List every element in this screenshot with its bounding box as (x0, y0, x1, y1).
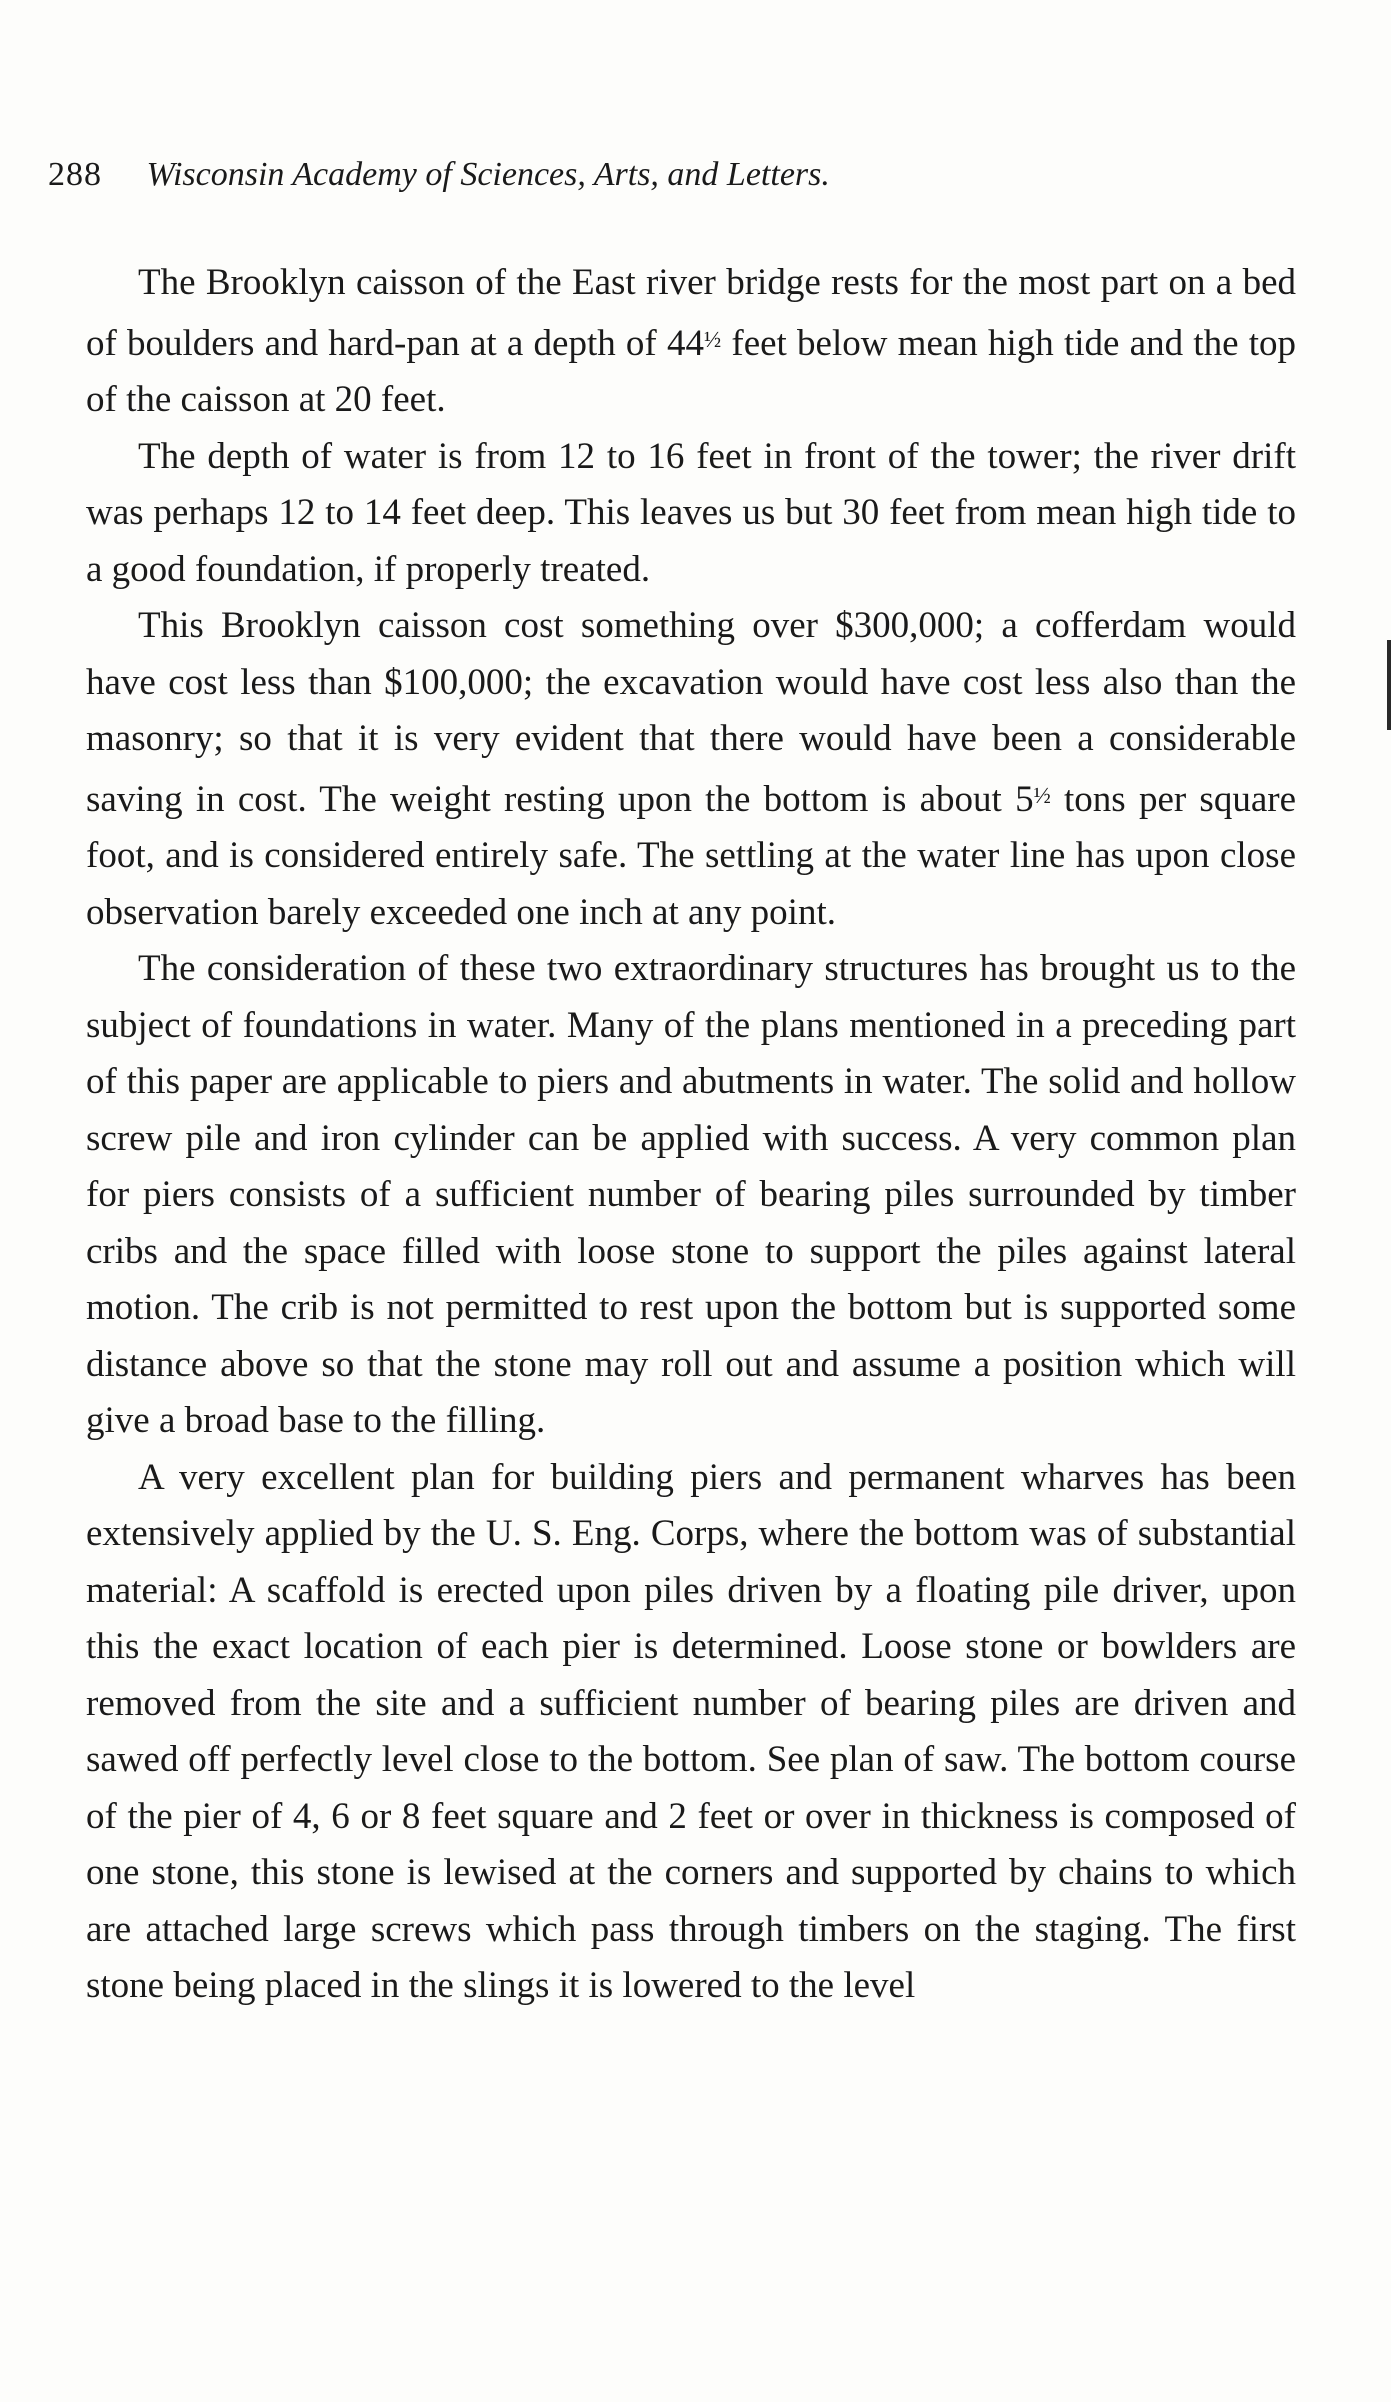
fraction-half: ½ (1033, 782, 1051, 808)
paragraph-water-depth: The depth of water is from 12 to 16 feet in front of the tower; the river drift was perhaps 12 to 14 feet deep. This leaves us but 30 feet from mean high tide to a good foundation, if properly treated. (86, 435, 1296, 590)
page-edge-mark (1387, 640, 1391, 730)
page-number: 288 (48, 156, 102, 193)
fraction-half: ½ (703, 326, 722, 352)
running-title: Wisconsin Academy of Sciences, Arts, and Letters. (146, 156, 830, 193)
paragraph-foundations-in-water: The consideration of these two extraordinary structures has brought us to the subject of foundations in water. Many of the plans mentioned in a preceding part of this paper are applicable to piers and abutments in water. The solid and hollow screw pile and iron cylinder can be applied with success. A very common plan for piers consists of a sufficient number of bearing piles surrounded by timber cribs and the space filled with loose stone to support the piles against lateral motion. The crib is not permitted to rest upon the bottom but is supported some distance above so that the stone may roll out and assume a position which will give a broad base to the filling. (86, 948, 1296, 1442)
paragraph-caisson-cost: This Brooklyn caisson cost something over $300,000; a cofferdam would have cost less than $100,000; the excavation would have cost less also than the masonry; so that it is very evident that there would have been a considerable saving in cost. The weight resting upon the bottom is about $5^{\frac{1}{2}}$ tons per square foot, and is considered entirely safe. The settling at the water line has upon close observation barely exceeded one inch at any point. (86, 605, 1296, 933)
paragraph-pier-building-plan: A very excellent plan for building piers and permanent wharves has been extensively applied by the U. S. Eng. Corps, where the bottom was of substantial material: A scaffold is erected upon piles driven by a floating pile driver, upon this the exact location of each pier is determined. Loose stone or bowlders are removed from the site and a sufficient number of bearing piles are driven and sawed off perfectly level close to the bottom. See plan of saw. The bottom course of the pier of 4, 6 or 8 feet square and 2 feet or over in thickness is composed of one stone, this stone is lewised at the corners and supported by chains to which are attached large screws which pass through timbers on the staging. The first stone being placed in the slings it is lowered to the level (86, 1456, 1296, 2007)
paragraph-brooklyn-caisson: The Brooklyn caisson of the East river bridge rests for the most part on a bed of boulders and hard-pan at a depth of $44^{\frac{1}{2}}$ feet below mean high tide and the top of the caisson at 20 feet. (86, 262, 1296, 421)
page-header (48, 150, 1298, 200)
body-text (86, 255, 1296, 2015)
